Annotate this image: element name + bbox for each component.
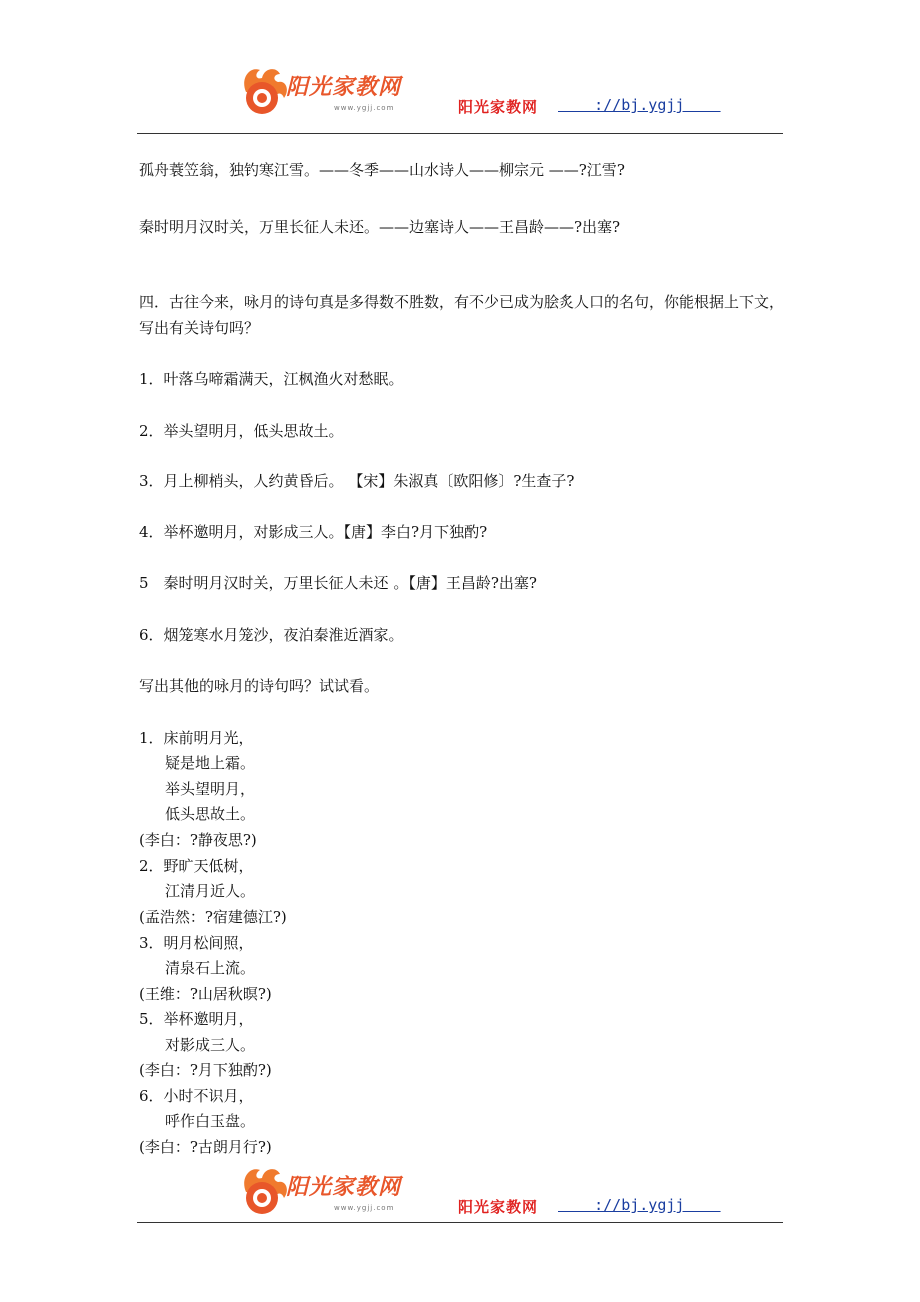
list-item: 1．叶落乌啼霜满天，江枫渔火对愁眠。: [139, 370, 404, 388]
list-item: 3．月上柳梢头，人约黄昏后。 【宋】朱淑真〔欧阳修〕?生查子?: [139, 472, 575, 490]
poem-line: 6．小时不识月，: [139, 1087, 254, 1105]
text-line: 孤舟蓑笠翁，独钓寒江雪。——冬季——山水诗人——柳宗元 ——?江雪?: [139, 161, 625, 179]
poem-line: 呼作白玉盘。: [165, 1112, 256, 1130]
site-name: 阳光家教网: [458, 1198, 539, 1216]
poem-line: 5．举杯邀明月，: [139, 1010, 254, 1028]
list-item: 5 秦时明月汉时关，万里长征人未还 。【唐】王昌龄?出塞?: [139, 574, 537, 592]
prompt-text: 写出其他的咏月的诗句吗？试试看。: [139, 677, 380, 695]
text-line: 秦时明月汉时关，万里长征人未还。——边塞诗人——王昌龄——?出塞?: [139, 218, 621, 236]
logo-url: www.ygjj.com: [334, 1204, 395, 1212]
poem-line: 举头望明月，: [165, 780, 256, 798]
poem-attribution: (李白：?静夜思?): [139, 831, 257, 849]
poem-attribution: (李白：?古朗月行?): [139, 1138, 272, 1156]
list-item: 2．举头望明月，低头思故土。: [139, 422, 344, 440]
poem-attribution: (孟浩然：?宿建德江?): [139, 908, 287, 926]
poem-line: 3．明月松间照，: [139, 934, 254, 952]
header-divider: [137, 133, 783, 134]
footer-divider: [137, 1222, 783, 1223]
poem-line: 1．床前明月光，: [139, 729, 254, 747]
poem-line: 疑是地上霜。: [165, 754, 256, 772]
poem-attribution: (李白：?月下独酌?): [139, 1061, 272, 1079]
logo-text: 阳光家教网: [286, 75, 402, 100]
site-url-link[interactable]: ://bj.ygjj: [558, 96, 721, 114]
site-logo[interactable]: [236, 1162, 416, 1218]
poem-line: 清泉石上流。: [165, 959, 256, 977]
sun-flame-logo-icon: [236, 62, 292, 118]
site-name: 阳光家教网: [458, 98, 539, 116]
list-item: 6．烟笼寒水月笼沙，夜泊秦淮近酒家。: [139, 626, 404, 644]
poem-line: 低头思故土。: [165, 805, 256, 823]
logo-url: www.ygjj.com: [334, 104, 395, 112]
page-header: [0, 62, 920, 132]
list-item: 4．举杯邀明月，对影成三人。【唐】李白?月下独酌?: [139, 523, 488, 541]
logo-text: 阳光家教网: [286, 1175, 402, 1200]
section-question: 四．古往今来，咏月的诗句真是多得数不胜数，有不少已成为脍炙人口的名句，你能根据上下文，写出有关诗句吗？: [139, 293, 785, 337]
poem-attribution: (王维：?山居秋暝?): [139, 985, 272, 1003]
poem-line: 2．野旷天低树，: [139, 857, 254, 875]
site-url-link[interactable]: ://bj.ygjj: [558, 1196, 721, 1214]
sun-flame-logo-icon: [236, 1162, 292, 1218]
site-logo[interactable]: [236, 62, 416, 118]
poem-line: 江清月近人。: [165, 882, 256, 900]
poem-line: 对影成三人。: [165, 1036, 256, 1054]
